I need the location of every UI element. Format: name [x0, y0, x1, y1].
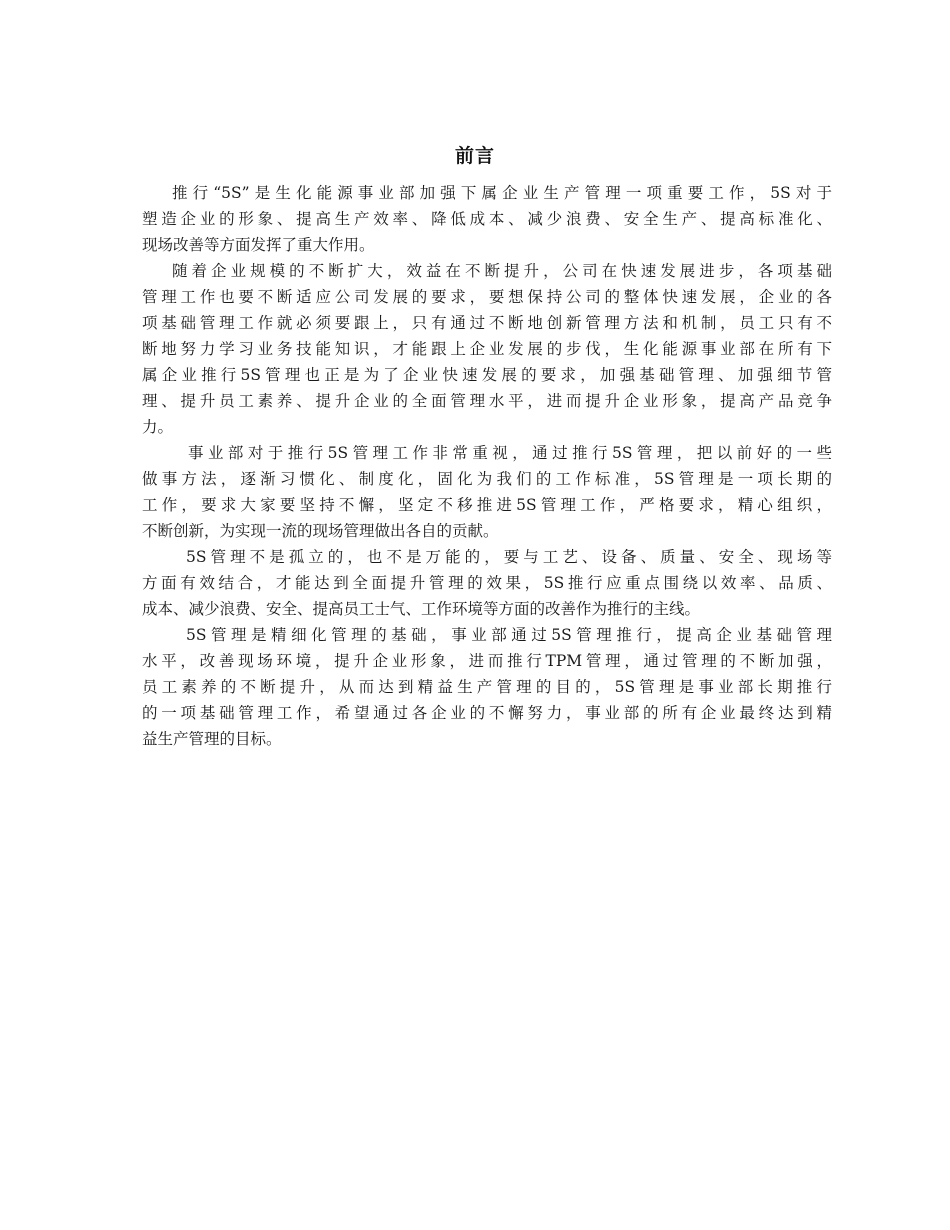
paragraph-line: 方面有效结合，才能达到全面提升管理的效果，5S推行应重点围绕以效率、品质、	[142, 574, 832, 592]
paragraph-line: 5S管理是精细化管理的基础，事业部通过5S管理推行，提高企业基础管理	[186, 626, 832, 644]
paragraph-line: 的一项基础管理工作，希望通过各企业的不懈努力，事业部的所有企业最终达到精	[142, 704, 832, 722]
paragraph-line: 断地努力学习业务技能知识，才能跟上企业发展的步伐，生化能源事业部在所有下	[142, 340, 832, 358]
page-title: 前言	[454, 145, 495, 167]
paragraph-line: 事业部对于推行5S管理工作非常重视，通过推行5S管理，把以前好的一些	[188, 444, 832, 462]
paragraph-line: 属企业推行5S管理也正是为了企业快速发展的要求，加强基础管理、加强细节管	[142, 366, 832, 384]
paragraph-line: 项基础管理工作就必须要跟上，只有通过不断地创新管理方法和机制，员工只有不	[142, 314, 832, 332]
paragraph-line: 5S管理不是孤立的，也不是万能的，要与工艺、设备、质量、安全、现场等	[186, 548, 832, 566]
body-text	[142, 180, 832, 752]
paragraph-line: 力。	[142, 418, 174, 436]
paragraph-line: 理、提升员工素养、提升企业的全面管理水平，进而提升企业形象，提高产品竞争	[142, 392, 832, 410]
paragraph-line: 推行“5S”是生化能源事业部加强下属企业生产管理一项重要工作，5S对于	[172, 184, 832, 202]
paragraph-line: 现场改善等方面发挥了重大作用。	[142, 236, 375, 254]
paragraph-line: 塑造企业的形象、提高生产效率、降低成本、减少浪费、安全生产、提高标准化、	[142, 210, 832, 228]
paragraph-line: 做事方法，逐渐习惯化、制度化，固化为我们的工作标准，5S管理是一项长期的	[142, 470, 832, 488]
paragraph-line: 随着企业规模的不断扩大，效益在不断提升，公司在快速发展进步，各项基础	[172, 262, 832, 280]
paragraph-line: 水平，改善现场环境，提升企业形象，进而推行TPM管理，通过管理的不断加强，	[142, 652, 832, 670]
paragraph-line: 工作，要求大家要坚持不懈，坚定不移推进5S管理工作，严格要求，精心组织，	[142, 496, 832, 514]
paragraph-line: 员工素养的不断提升，从而达到精益生产管理的目的，5S管理是事业部长期推行	[142, 678, 832, 696]
paragraph-line: 不断创新，为实现一流的现场管理做出各自的贡献。	[142, 522, 499, 540]
paragraph-line: 成本、减少浪费、安全、提高员工士气、工作环境等方面的改善作为推行的主线。	[142, 600, 701, 618]
paragraph-line: 益生产管理的目标。	[142, 730, 282, 748]
paragraph-line: 管理工作也要不断适应公司发展的要求，要想保持公司的整体快速发展，企业的各	[142, 288, 832, 306]
